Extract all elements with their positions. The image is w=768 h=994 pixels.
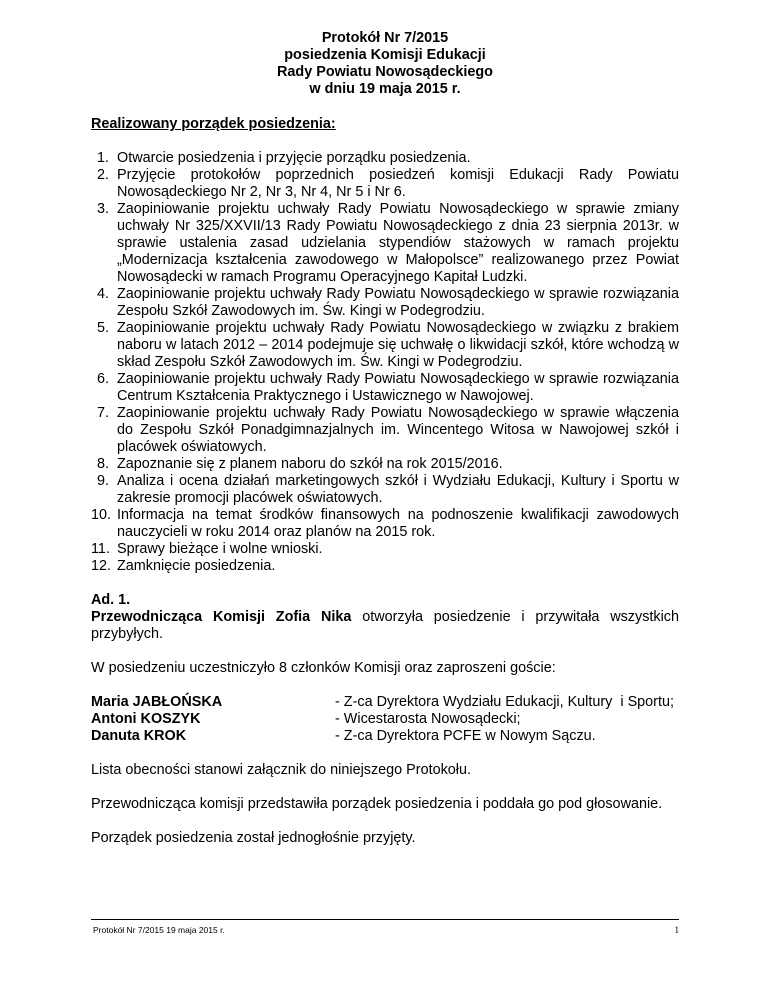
agenda-item: 2. Przyjęcie protokołów poprzednich posiedzeń komisji Edukacji Rady Powiatu Nowosądeckiego Nr 2, Nr 3, Nr 4, Nr 5 i Nr 6. (97, 167, 679, 200)
guest-name: Maria JABŁOŃSKA (91, 694, 223, 710)
agenda-item: 6. Zaopiniowanie projektu uchwały Rady Powiatu Nowosądeckiego w sprawie rozwiązania Centrum Kształcenia Praktycznego i Ustawicznego w Nawojowej. (97, 371, 679, 404)
guest-name: Danuta KROK (91, 728, 187, 744)
footer-text: Protokół Nr 7/2015 19 maja 2015 r. (93, 925, 225, 935)
agenda-list (91, 150, 679, 575)
attendance-list-note: Lista obecności stanowi załącznik do niniejszego Protokołu. (91, 762, 471, 778)
document-page (91, 30, 679, 847)
agenda-item: 9. Analiza i ocena działań marketingowych szkół i Wydziału Edukacji, Kultury i Sportu w zakresie promocji placówek oświatowych. (97, 473, 679, 506)
guest-row (91, 711, 679, 728)
guest-role: - Wicestarosta Nowosądecki; (335, 711, 521, 727)
title-line-4: w dniu 19 maja 2015 r. (309, 81, 461, 97)
guest-name: Antoni KOSZYK (91, 711, 201, 727)
agenda-heading: Realizowany porządek posiedzenia: (91, 116, 336, 132)
chair-name: Przewodnicząca Komisji Zofia Nika (91, 609, 352, 625)
guest-row (91, 694, 679, 711)
agenda-item: 1. Otwarcie posiedzenia i przyjęcie porządku posiedzenia. (97, 150, 471, 166)
agenda-presented: Przewodnicząca komisji przedstawiła porządek posiedzenia i poddała go pod głosowanie. (91, 796, 663, 812)
agenda-item: 5. Zaopiniowanie projektu uchwały Rady Powiatu Nowosądeckiego w związku z brakiem naboru w latach 2012 – 2014 podejmuje się uchwałę o likwidacji szkół, które wchodzą w skład Zespołu Szkół Zawodowych im. Św. Kingi w Podegrodziu. (97, 320, 679, 370)
agenda-item: 7. Zaopiniowanie projektu uchwały Rady Powiatu Nowosądeckiego w sprawie włączenia do Zespołu Szkół Ponadgimnazjalnych im. Wincentego Witosa w Nawojowej szkół i placówek oświatowych. (97, 405, 679, 455)
agenda-item: 8. Zapoznanie się z planem naboru do szkół na rok 2015/2016. (97, 456, 503, 472)
agenda-accepted: Porządek posiedzenia został jednogłośnie przyjęty. (91, 830, 416, 846)
guest-role: - Z-ca Dyrektora PCFE w Nowym Sączu. (335, 728, 596, 744)
ad1-heading: Ad. 1. (91, 592, 131, 608)
chair-opening (91, 609, 679, 643)
chair-opening-text: otworzyła posiedzenie i przywitała wszystkich przybyłych. (91, 609, 679, 642)
guest-row (91, 728, 679, 745)
agenda-item: 12. Zamknięcie posiedzenia. (91, 558, 276, 574)
guest-role: - Z-ca Dyrektora Wydziału Edukacji, Kultury i Sportu; (335, 694, 674, 710)
guest-list (91, 694, 679, 745)
document-title (91, 30, 679, 98)
agenda-item: 11. Sprawy bieżące i wolne wnioski. (91, 541, 323, 557)
agenda-item: 4. Zaopiniowanie projektu uchwały Rady Powiatu Nowosądeckiego w sprawie rozwiązania Zespołu Szkół Zawodowych im. Św. Kingi w Podegrodziu. (97, 286, 679, 319)
title-line-1: Protokół Nr 7/2015 (321, 30, 449, 46)
agenda-item: 3. Zaopiniowanie projektu uchwały Rady Powiatu Nowosądeckiego w sprawie zmiany uchwały Nr 325/XXVII/13 Rady Powiatu Nowosądeckiego z dnia 23 sierpnia 2013r. w sprawie ustalenia zasad udzielania stypendiów stażowych w ramach projektu „Modernizacja kształcenia zawodowego w Małopolsce” realizowanego przez Powiat Nowosądecki w ramach Programu Operacyjnego Kapitał Ludzki. (97, 201, 679, 285)
title-line-2: posiedzenia Komisji Edukacji (284, 47, 486, 63)
attendance-text: W posiedzeniu uczestniczyło 8 członków Komisji oraz zaproszeni goście: (91, 660, 556, 676)
page-number: 1 (674, 925, 679, 935)
title-line-3: Rady Powiatu Nowosądeckiego (277, 64, 493, 80)
agenda-item: 10. Informacja na temat środków finansowych na podnoszenie kwalifikacji zawodowych nauczycieli w roku 2014 oraz planów na 2015 rok. (91, 507, 679, 540)
page-footer (91, 919, 679, 935)
